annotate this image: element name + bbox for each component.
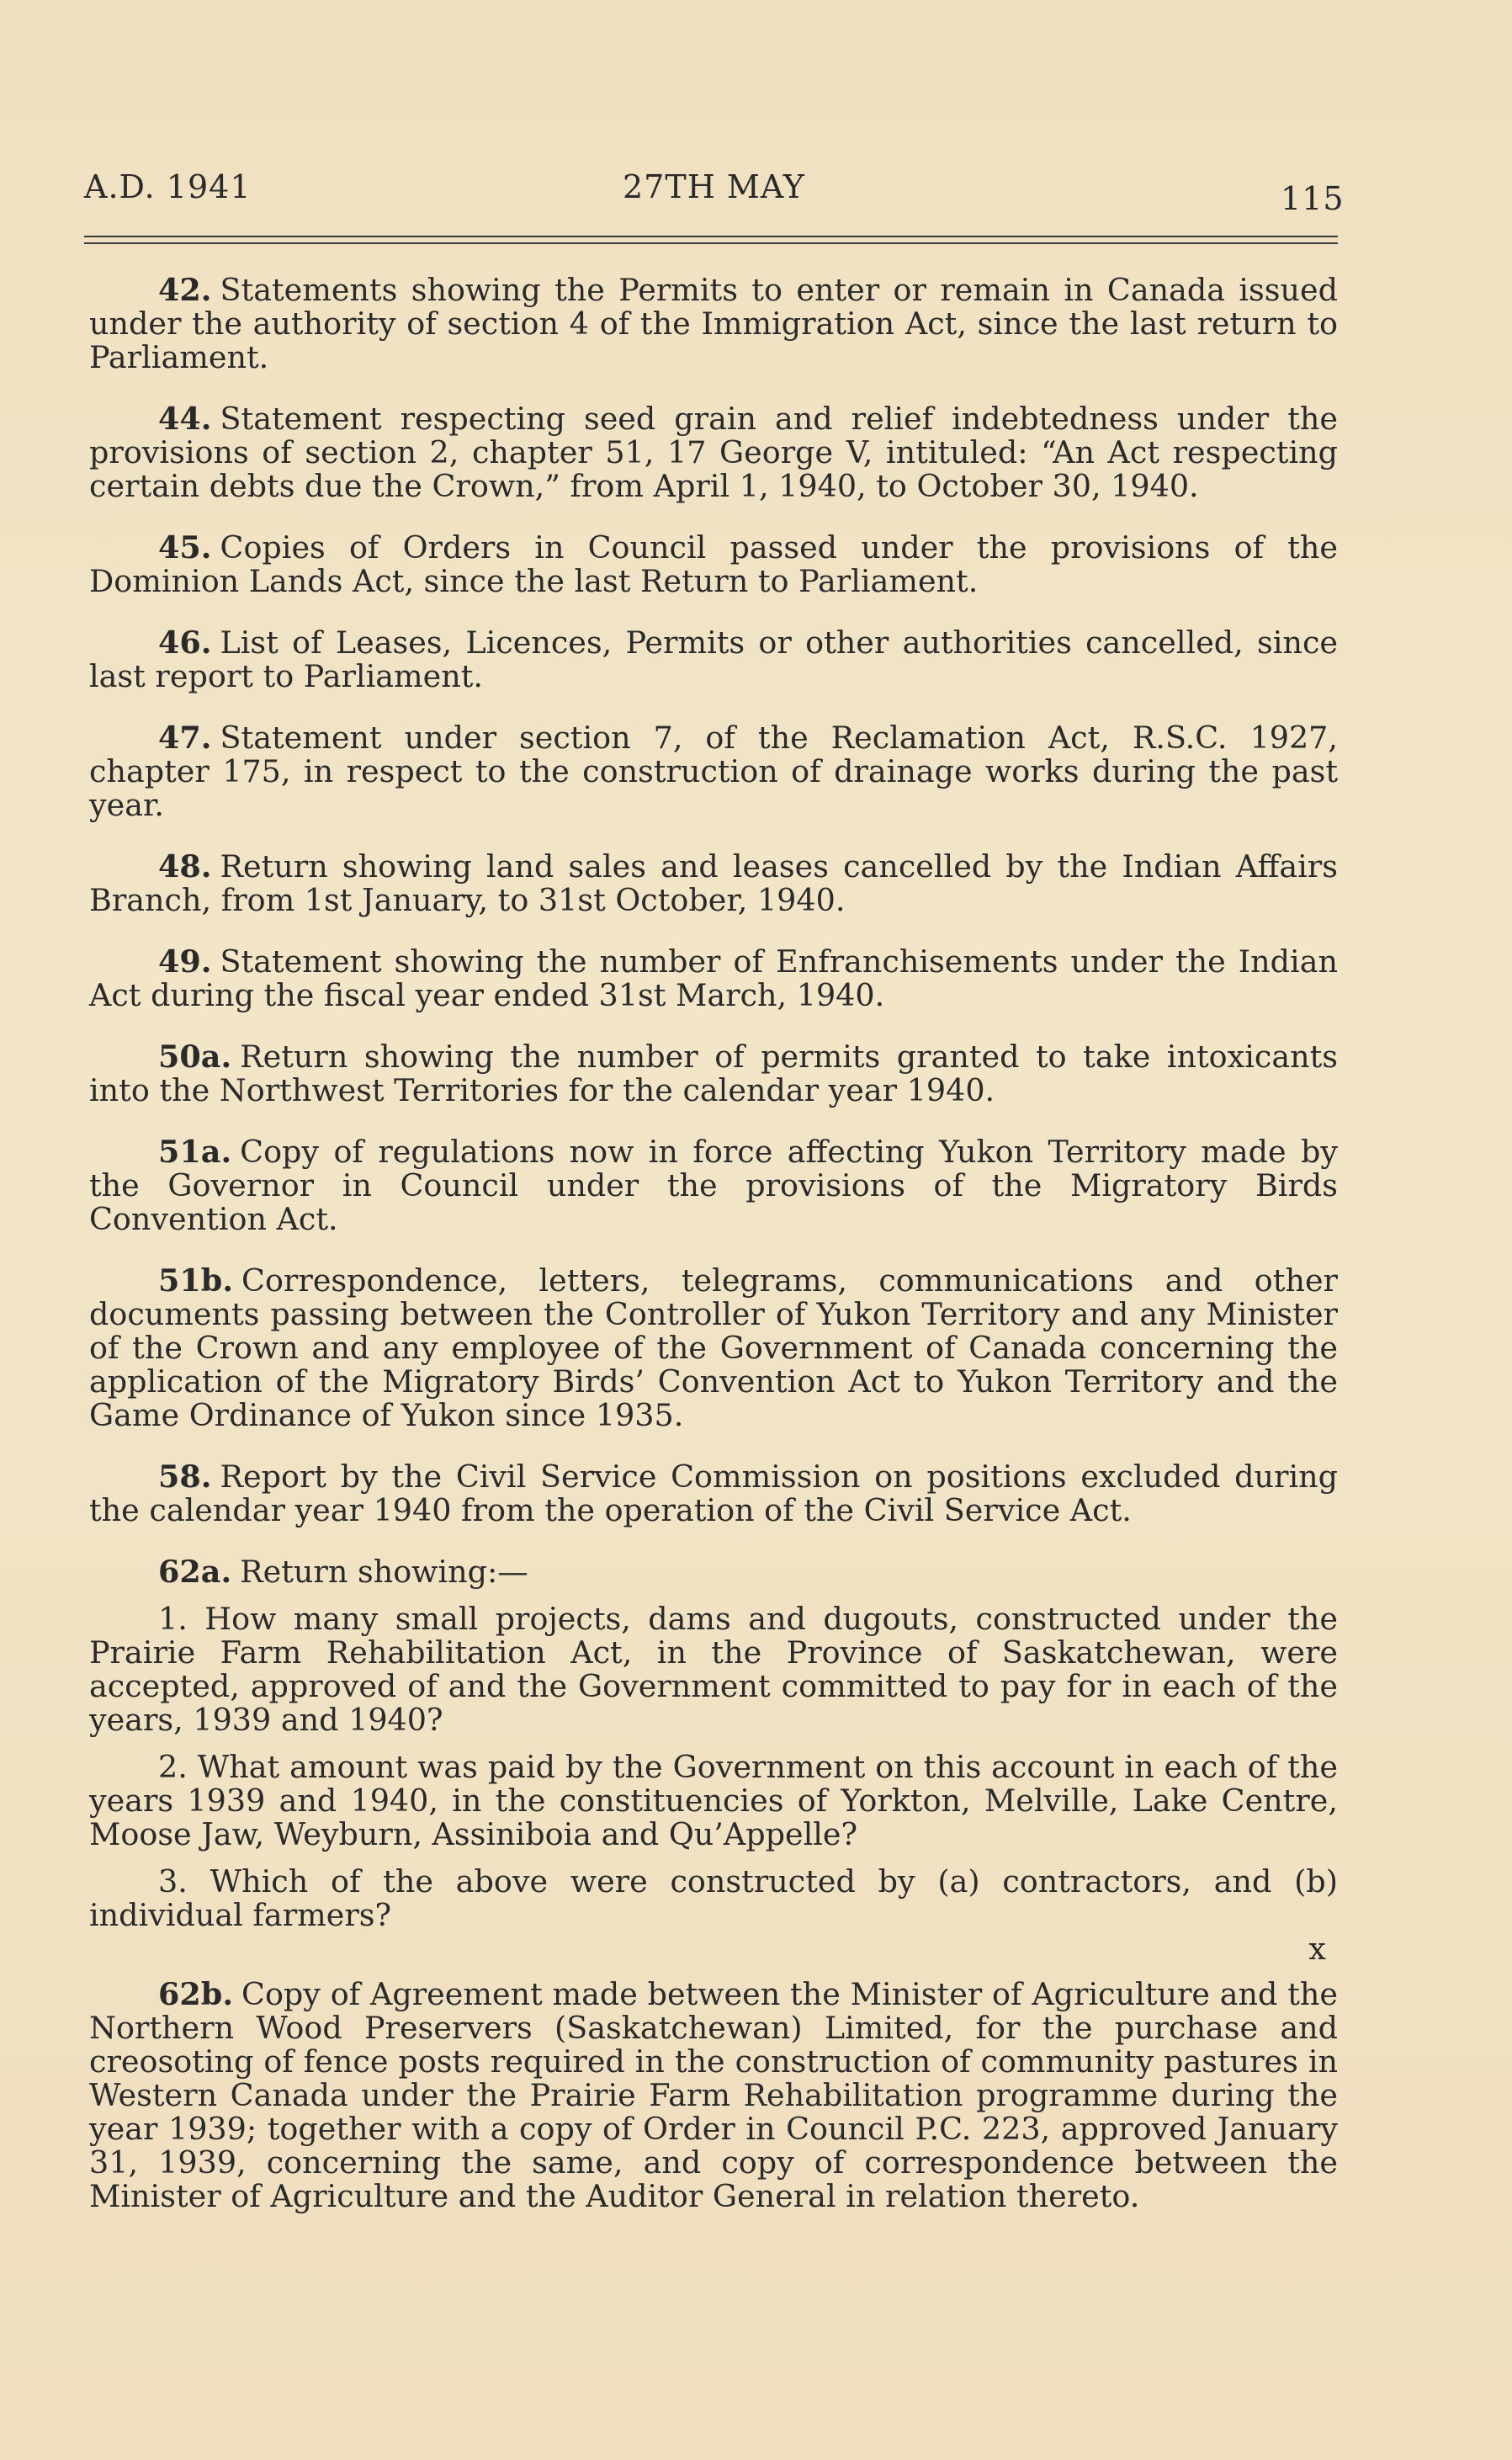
item-text: Statement showing the number of Enfranchisements under the Indian Act during the fiscal year ended 31st March, 1940. [89, 943, 1338, 1013]
item-number: 47. [158, 720, 212, 756]
item-text: Statement respecting seed grain and relief indebtedness under the provisions of section 2, chapter 51, 17 George V, intituled: “An Act respecting certain debts due the Crown,” from April 1, 1940, to October 30, 1940. [89, 401, 1338, 504]
header-year: A.D. 1941 [84, 168, 252, 205]
list-item [89, 1264, 1338, 1432]
list-item [89, 402, 1338, 503]
list-item [89, 721, 1338, 822]
item-text: Report by the Civil Service Commission on positions excluded during the calendar year 1940 from the operation of the Civil Service Act. [89, 1458, 1338, 1528]
sub-item: 1. How many small projects, dams and dugouts, constructed under the Prairie Farm Rehabilitation Act, in the Province of Saskatchewan, were accepted, approved of and the Government committed to pay for in each of the years, 1939 and 1940? [89, 1601, 1338, 1738]
list-item [89, 274, 1338, 375]
item-text: Statement under section 7, of the Reclamation Act, R.S.C. 1927, chapter 175, in respect to the construction of drainage works during the past year. [89, 720, 1338, 823]
header-rule-top [84, 236, 1338, 237]
list-item [89, 850, 1338, 917]
item-number: 62b. [158, 1976, 234, 2012]
item-number: 58. [158, 1458, 212, 1495]
item-text: Return showing:— [240, 1554, 528, 1590]
sessional-papers-list [89, 274, 1338, 2241]
sub-item: 3. Which of the above were constructed by (a) contractors, and (b) individual farmers? [89, 1863, 1338, 1933]
margin-mark: x [1308, 1931, 1326, 1967]
item-text: Statements showing the Permits to enter or remain in Canada issued under the authority of section 4 of the Immigration Act, since the last return to Parliament. [89, 272, 1338, 375]
item-number: 44. [158, 401, 212, 437]
list-item [89, 1460, 1338, 1528]
page-number: 115 [1281, 180, 1345, 217]
header-rule-bottom [84, 242, 1338, 244]
list-item [89, 531, 1338, 598]
list-item [89, 1135, 1338, 1236]
item-number: 51a. [158, 1134, 232, 1170]
item-text: Copy of Agreement made between the Minister of Agriculture and the Northern Wood Preservers (Saskatchewan) Limited, for the purchase and creosoting of fence posts required in the construction of community pastures in Western Canada under the Prairie Farm Rehabilitation programme during the year 1939; together with a copy of Order in Council P.C. 223, approved January 31, 1939, concerning the same, and copy of correspondence between the Minister of Agriculture and the Auditor General in relation thereto. [89, 1976, 1338, 2214]
header-date: 27TH MAY [623, 168, 805, 205]
item-number: 62a. [158, 1554, 232, 1590]
item-text: Return showing land sales and leases cancelled by the Indian Affairs Branch, from 1st January, to 31st October, 1940. [89, 848, 1338, 918]
item-number: 46. [158, 624, 212, 661]
item-number: 48. [158, 848, 212, 885]
item-text: List of Leases, Licences, Permits or other authorities cancelled, since last report to Parliament. [89, 624, 1338, 694]
list-item [89, 1040, 1338, 1108]
item-number: 49. [158, 943, 212, 980]
item-number: 42. [158, 272, 212, 308]
item-text: Copy of regulations now in force affecting Yukon Territory made by the Governor in Council under the provisions of the Migratory Birds Convention Act. [89, 1134, 1338, 1237]
list-item [89, 945, 1338, 1012]
list-item [89, 626, 1338, 693]
sub-item: 2. What amount was paid by the Government on this account in each of the years 1939 and 1940, in the constituencies of Yorkton, Melville, Lake Centre, Moose Jaw, Weyburn, Assiniboia and Qu’Appelle? [89, 1749, 1338, 1852]
item-number: 51b. [158, 1262, 234, 1299]
item-text: Return showing the number of permits granted to take intoxicants into the Northwest Territories for the calendar year 1940. [89, 1039, 1338, 1108]
list-item-62a [89, 1555, 1338, 1589]
item-number: 50a. [158, 1039, 232, 1075]
page-header [84, 168, 1346, 219]
item-text: Copies of Orders in Council passed under the provisions of the Dominion Lands Act, since the last Return to Parliament. [89, 529, 1338, 599]
list-item-62b [89, 1978, 1338, 2213]
item-number: 45. [158, 529, 212, 566]
item-text: Correspondence, letters, telegrams, communications and other documents passing between the Controller of Yukon Territory and any Minister of the Crown and any employee of the Government of Canada concerning the application of the Migratory Birds’ Convention Act to Yukon Territory and the Game Ordinance of Yukon since 1935. [89, 1262, 1338, 1433]
